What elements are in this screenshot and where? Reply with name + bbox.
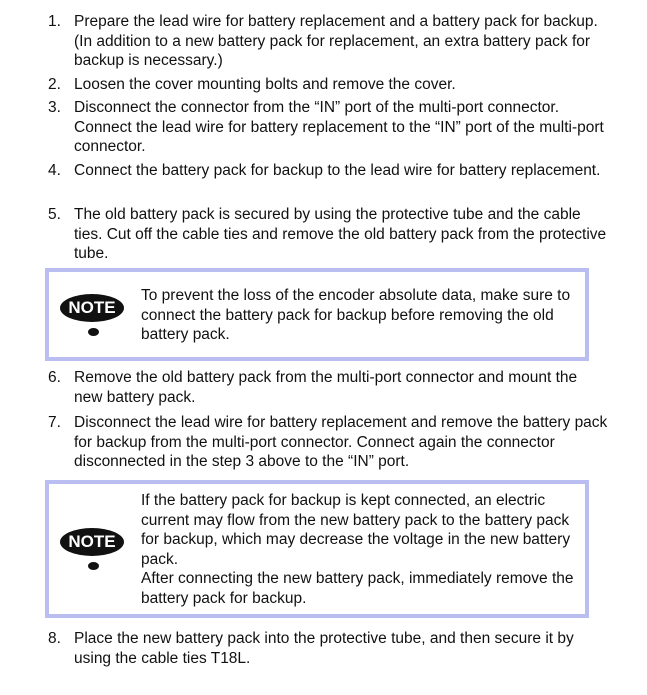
step-text: Loosen the cover mounting bolts and remove the cover. (74, 76, 456, 93)
note-label: NOTE (60, 294, 124, 322)
step-text: Place the new battery pack into the protective tube, and then secure it by using the cable ties T18L. (74, 630, 574, 667)
step-6 (48, 368, 608, 407)
note-box-2 (45, 480, 589, 618)
note-label: NOTE (60, 528, 124, 556)
step-number: 3. (48, 99, 61, 116)
step-number: 1. (48, 13, 61, 30)
note-icon (60, 294, 126, 336)
step-number: 7. (48, 414, 61, 431)
step-text: Prepare the lead wire for battery replacement and a battery pack for backup. (In addition to a new battery pack for replacement, an extra battery pack for backup is necessary.) (74, 13, 598, 69)
note-dot (88, 562, 99, 570)
step-text: Disconnect the lead wire for battery replacement and remove the battery pack for backup from the multi-port connector. Connect again the connector disconnected in the step 3 above to the “IN” port. (74, 414, 608, 470)
step-4 (48, 161, 608, 181)
step-number: 8. (48, 630, 61, 647)
step-1 (48, 12, 608, 71)
step-text: Disconnect the connector from the “IN” port of the multi-port connector. Connect the lead wire for battery replacement to the “IN” port of the multi-port connector. (74, 99, 604, 155)
step-number: 5. (48, 206, 61, 223)
note-text: To prevent the loss of the encoder absolute data, make sure to connect the battery pack for backup before removing the old battery pack. (141, 287, 571, 343)
step-5 (48, 205, 608, 264)
step-3 (48, 98, 608, 157)
note-dot (88, 328, 99, 336)
step-7 (48, 413, 608, 472)
step-8 (48, 629, 608, 668)
step-text: The old battery pack is secured by using the protective tube and the cable ties. Cut off the cable ties and remove the old battery pack from the protective tube. (74, 206, 607, 262)
note-paragraph-2: After connecting the new battery pack, immediately remove the battery pack for backup. (141, 570, 574, 607)
note-box-1 (45, 268, 589, 361)
note-paragraph-1: If the battery pack for backup is kept connected, an electric current may flow from the new battery pack to the battery pack for backup, which may decrease the voltage in the new battery pack. (141, 492, 571, 568)
step-number: 6. (48, 369, 61, 386)
step-2 (48, 75, 608, 95)
step-text: Remove the old battery pack from the multi-port connector and mount the new battery pack. (74, 369, 578, 406)
note-icon (60, 528, 126, 570)
step-text: Connect the battery pack for backup to the lead wire for battery replacement. (74, 162, 601, 179)
step-number: 4. (48, 162, 61, 179)
note-text (141, 491, 581, 608)
step-number: 2. (48, 76, 61, 93)
